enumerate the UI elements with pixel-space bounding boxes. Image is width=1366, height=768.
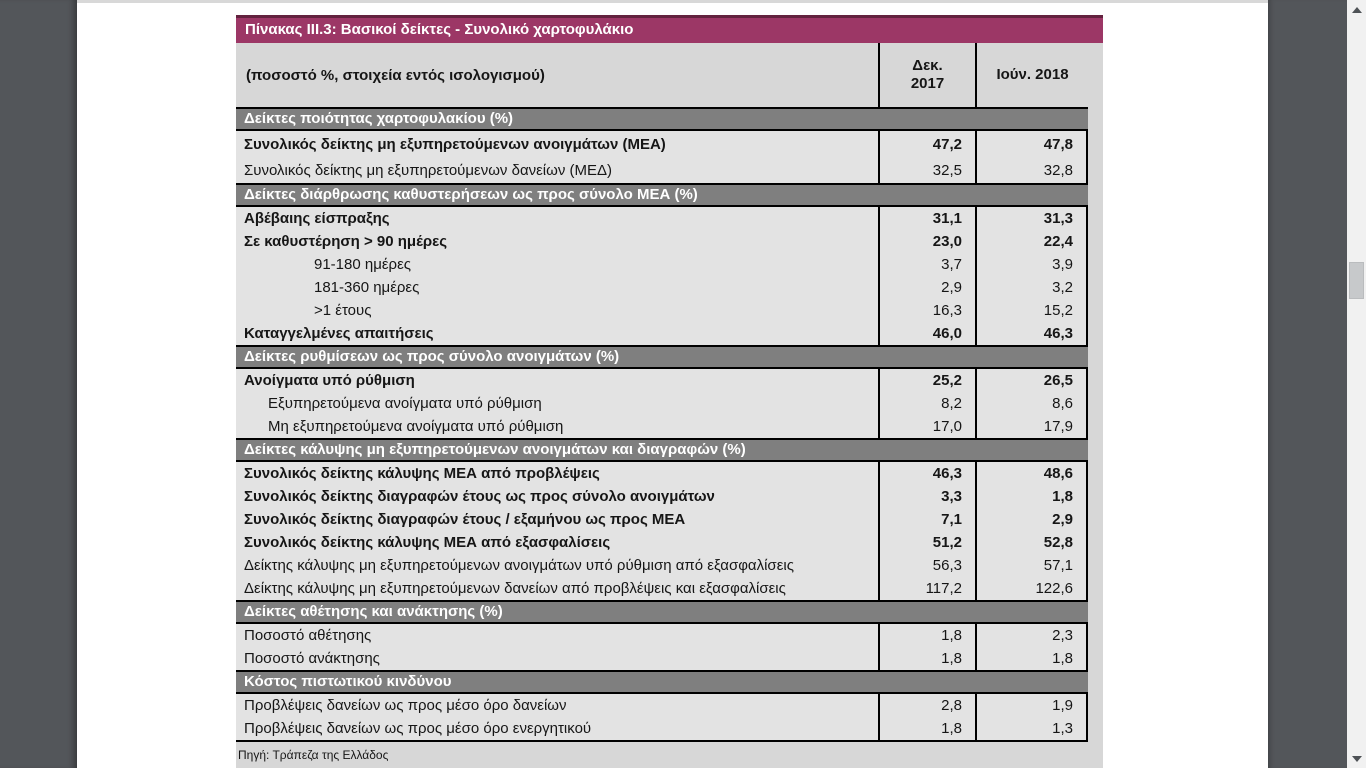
table-row xyxy=(236,253,1088,276)
value-dec-2017: 7,1 xyxy=(878,508,975,531)
value-dec-2017: 16,3 xyxy=(878,299,975,322)
row-label: Ανοίγματα υπό ρύθμιση xyxy=(244,372,415,389)
table-subtitle: (ποσοστό %, στοιχεία εντός ισολογισμού) xyxy=(246,66,545,84)
table-row xyxy=(236,322,1088,345)
table-row xyxy=(236,554,1088,577)
table-body xyxy=(236,43,1103,768)
table-row xyxy=(236,694,1088,717)
value-dec-2017: 23,0 xyxy=(878,230,975,253)
column-header-jun-2018: Ιούν. 2018 xyxy=(975,43,1088,107)
value-jun-2018: 1,8 xyxy=(975,485,1088,508)
row-label: Μη εξυπηρετούμενα ανοίγματα υπό ρύθμιση xyxy=(268,418,564,435)
value-dec-2017: 31,1 xyxy=(878,207,975,230)
value-jun-2018: 2,9 xyxy=(975,508,1088,531)
table-title: Πίνακας III.3: Βασικοί δείκτες - Συνολικό χαρτοφυλάκιο xyxy=(245,21,634,38)
scrollbar-thumb[interactable] xyxy=(1349,262,1364,299)
value-dec-2017: 8,2 xyxy=(878,392,975,415)
viewer-background-right xyxy=(1268,0,1347,768)
table-row xyxy=(236,392,1088,415)
value-jun-2018: 2,3 xyxy=(975,624,1088,647)
table-source: Πηγή: Τράπεζα της Ελλάδος xyxy=(238,748,389,762)
table-row xyxy=(236,647,1088,670)
row-label: Συνολικός δείκτης μη εξυπηρετούμενων δανείων (ΜΕΔ) xyxy=(244,161,613,179)
column-header-line2: 2017 xyxy=(910,75,945,92)
row-label: Δείκτης κάλυψης μη εξυπηρετούμενων ανοιγμάτων υπό ρύθμιση από εξασφαλίσεις xyxy=(244,557,794,574)
row-label: >1 έτους xyxy=(314,302,372,319)
table-row xyxy=(236,276,1088,299)
section-header: Δείκτες αθέτησης και ανάκτησης (%) xyxy=(236,600,1088,624)
value-jun-2018: 17,9 xyxy=(975,415,1088,438)
value-dec-2017: 51,2 xyxy=(878,531,975,554)
table-row xyxy=(236,462,1088,485)
table-sections xyxy=(236,107,1088,740)
value-jun-2018: 57,1 xyxy=(975,554,1088,577)
value-jun-2018: 3,9 xyxy=(975,253,1088,276)
row-label: Συνολικός δείκτης διαγραφών έτους / εξαμήνου ως προς ΜΕΑ xyxy=(244,511,686,528)
table-row xyxy=(236,624,1088,647)
column-header-dec-2017 xyxy=(878,43,975,107)
value-dec-2017: 2,9 xyxy=(878,276,975,299)
document-page xyxy=(77,0,1268,768)
indicators-table xyxy=(236,15,1103,768)
table-row xyxy=(236,577,1088,600)
table-row xyxy=(236,230,1088,253)
section-header: Δείκτες διάρθρωσης καθυστερήσεων ως προς σύνολο ΜΕΑ (%) xyxy=(236,183,1088,207)
table-header-row xyxy=(236,43,1088,107)
row-label: Σε καθυστέρηση > 90 ημέρες xyxy=(244,233,448,250)
value-jun-2018: 22,4 xyxy=(975,230,1088,253)
value-dec-2017: 32,5 xyxy=(878,157,975,183)
value-dec-2017: 17,0 xyxy=(878,415,975,438)
value-dec-2017: 56,3 xyxy=(878,554,975,577)
value-jun-2018: 32,8 xyxy=(975,157,1088,183)
value-jun-2018: 8,6 xyxy=(975,392,1088,415)
row-label: Συνολικός δείκτης μη εξυπηρετούμενων ανοιγμάτων (ΜΕΑ) xyxy=(244,135,666,153)
table-row xyxy=(236,157,1088,183)
row-label: Συνολικός δείκτης κάλυψης ΜΕΑ από εξασφαλίσεις xyxy=(244,534,611,551)
value-dec-2017: 3,7 xyxy=(878,253,975,276)
table-row xyxy=(236,207,1088,230)
table-row xyxy=(236,485,1088,508)
viewer-background-left xyxy=(0,0,77,768)
value-jun-2018: 48,6 xyxy=(975,462,1088,485)
value-jun-2018: 15,2 xyxy=(975,299,1088,322)
value-dec-2017: 1,8 xyxy=(878,624,975,647)
column-header-line1: Δεκ. xyxy=(912,57,943,74)
value-jun-2018: 46,3 xyxy=(975,322,1088,345)
row-label: Συνολικός δείκτης διαγραφών έτους ως προς σύνολο ανοιγμάτων xyxy=(244,488,715,505)
section-header: Δείκτες κάλυψης μη εξυπηρετούμενων ανοιγμάτων και διαγραφών (%) xyxy=(236,438,1088,462)
row-label: Καταγγελμένες απαιτήσεις xyxy=(244,325,434,342)
row-label: Εξυπηρετούμενα ανοίγματα υπό ρύθμιση xyxy=(268,395,542,412)
row-label: Ποσοστό ανάκτησης xyxy=(244,650,380,667)
value-dec-2017: 46,0 xyxy=(878,322,975,345)
section-header: Δείκτες ποιότητας χαρτοφυλακίου (%) xyxy=(236,107,1088,131)
value-jun-2018: 31,3 xyxy=(975,207,1088,230)
value-jun-2018: 1,3 xyxy=(975,717,1088,740)
table-row xyxy=(236,299,1088,322)
row-label: Προβλέψεις δανείων ως προς μέσο όρο δανείων xyxy=(244,697,567,714)
row-label: Δείκτης κάλυψης μη εξυπηρετούμενων δανείων από προβλέψεις και εξασφαλίσεις xyxy=(244,580,786,597)
section-header: Δείκτες ρυθμίσεων ως προς σύνολο ανοιγμάτων (%) xyxy=(236,345,1088,369)
scroll-down-icon[interactable] xyxy=(1347,751,1366,766)
vertical-scrollbar[interactable] xyxy=(1347,0,1366,768)
value-jun-2018: 52,8 xyxy=(975,531,1088,554)
value-jun-2018: 1,9 xyxy=(975,694,1088,717)
table-row xyxy=(236,369,1088,392)
value-jun-2018: 122,6 xyxy=(975,577,1088,600)
scroll-up-icon[interactable] xyxy=(1347,2,1366,17)
value-jun-2018: 47,8 xyxy=(975,131,1088,157)
table-row xyxy=(236,531,1088,554)
table-title-bar xyxy=(236,15,1103,43)
value-dec-2017: 47,2 xyxy=(878,131,975,157)
row-label: 91-180 ημέρες xyxy=(314,256,411,273)
table-row xyxy=(236,508,1088,531)
value-dec-2017: 1,8 xyxy=(878,717,975,740)
window-top-border xyxy=(77,0,1268,3)
row-label: Συνολικός δείκτης κάλυψης ΜΕΑ από προβλέψεις xyxy=(244,465,600,482)
value-dec-2017: 2,8 xyxy=(878,694,975,717)
value-jun-2018: 26,5 xyxy=(975,369,1088,392)
value-dec-2017: 46,3 xyxy=(878,462,975,485)
row-label: Ποσοστό αθέτησης xyxy=(244,627,372,644)
table-row xyxy=(236,131,1088,157)
table-row xyxy=(236,717,1088,740)
value-jun-2018: 1,8 xyxy=(975,647,1088,670)
section-header: Κόστος πιστωτικού κινδύνου xyxy=(236,670,1088,694)
row-label: Προβλέψεις δανείων ως προς μέσο όρο ενεργητικού xyxy=(244,720,592,737)
value-dec-2017: 25,2 xyxy=(878,369,975,392)
value-jun-2018: 3,2 xyxy=(975,276,1088,299)
value-dec-2017: 117,2 xyxy=(878,577,975,600)
row-label: Αβέβαιης είσπραξης xyxy=(244,210,390,227)
value-dec-2017: 1,8 xyxy=(878,647,975,670)
value-dec-2017: 3,3 xyxy=(878,485,975,508)
row-label: 181-360 ημέρες xyxy=(314,279,420,296)
table-row xyxy=(236,415,1088,438)
